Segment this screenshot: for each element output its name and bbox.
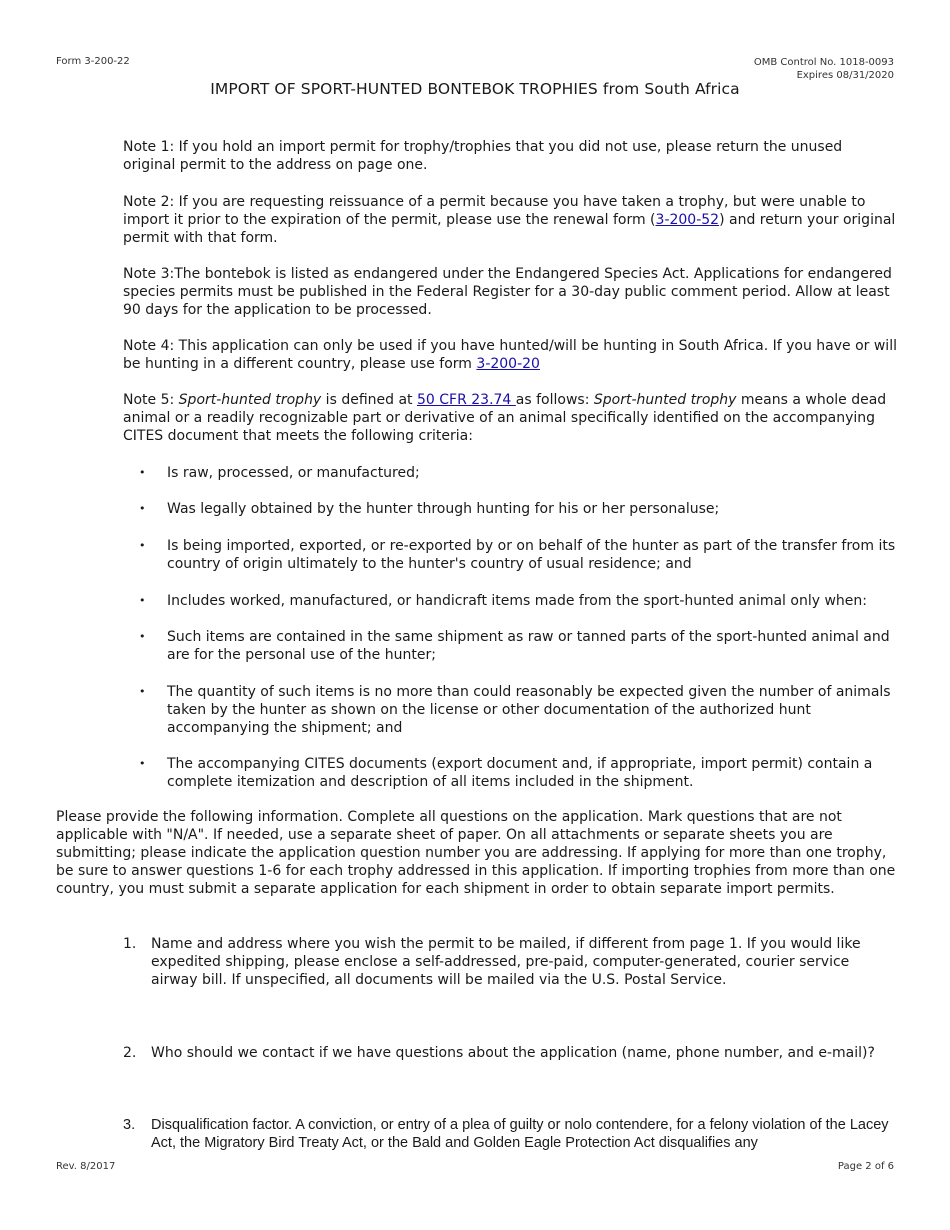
note-4 — [123, 337, 898, 373]
bullet-icon: • — [139, 502, 146, 515]
note-5-term: Sport-hunted trophy — [178, 392, 322, 408]
note-2-text-end: ) and return your original permit with that form. — [123, 212, 896, 246]
omb-block — [754, 56, 894, 82]
question-text: Disqualification factor. A conviction, or entry of a plea of guilty or nolo contendere, for a felony violation of the Lacey Act, the Migratory Bird Treaty Act, or the Bald and Golden Eagle Protection Act disqualifies any — [151, 1117, 889, 1151]
bullet-text: Such items are contained in the same shipment as raw or tanned parts of the sport-hunted animal and are for the personal use of the hunter; — [167, 629, 890, 663]
question-number: 3. — [123, 1117, 136, 1133]
omb-control-number: OMB Control No. 1018-0093 — [753, 57, 894, 68]
bullet-text: Is being imported, exported, or re-exported by or on behalf of the hunter as part of the transfer from its country of origin ultimately to the hunter's country of usual residence; and — [167, 538, 896, 572]
note-2 — [123, 193, 898, 247]
instructions-paragraph: Please provide the following information. Complete all questions on the application. Mark questions that are not applicable with "N/A". If needed, use a separate sheet of paper. On all attachments or separate sheets you are submitting; please indicate the application question number you are addressing. If applying for more than one trophy, be sure to answer questions 1-6 for each trophy addressed in this application. If importing trophies from more than one country, you must submit a separate application for each shipment in order to obtain separate import permits. — [56, 809, 896, 897]
bullet-text: Is raw, processed, or manufactured; — [167, 465, 420, 481]
bullet-text: Includes worked, manufactured, or handicraft items made from the sport-hunted animal only when: — [167, 593, 867, 609]
revision-date: Rev. 8/2017 — [56, 1161, 116, 1172]
note-5-term-2: Sport-hunted trophy — [593, 392, 737, 408]
question-text: Name and address where you wish the permit to be mailed, if different from page 1. If you would like expedited shipping, please enclose a self-addressed, pre-paid, computer-generated, courier service airway bill. If unspecified, all documents will be mailed via the U.S. Postal Service. — [151, 936, 861, 988]
question-number: 2. — [123, 1045, 137, 1061]
expiration-date: Expires 08/31/2020 — [796, 70, 894, 81]
form-number: Form 3-200-22 — [56, 56, 130, 67]
note-5-mid2: as follows: — [515, 392, 594, 408]
note-3: Note 3:The bontebok is listed as endangered under the Endangered Species Act. Applications for endangered species permits must be published in the Federal Register for a 30-day public comment period. Allow at least 90 days for the application to be processed. — [123, 266, 892, 318]
bullet-icon: • — [139, 685, 146, 698]
bullet-text: Was legally obtained by the hunter through hunting for his or her personaluse; — [167, 501, 720, 517]
cfr-link[interactable]: 50 CFR 23.74 — [416, 392, 516, 408]
bullet-text: The quantity of such items is no more than could reasonably be expected given the number of animals taken by the hunter as shown on the license or other documentation of the authorized hunt accompanying the shipment; and — [167, 684, 891, 736]
renewal-form-link[interactable]: 3-200-52 — [655, 212, 720, 228]
question-number: 1. — [123, 936, 137, 952]
page-title: IMPORT OF SPORT-HUNTED BONTEBOK TROPHIES from South Africa — [210, 80, 740, 98]
bullet-icon: • — [139, 594, 146, 607]
bullet-icon: • — [139, 466, 146, 479]
bullet-text: The accompanying CITES documents (export document and, if appropriate, import permit) contain a complete itemization and description of all items included in the shipment. — [167, 756, 873, 790]
page-number: Page 2 of 6 — [837, 1161, 894, 1172]
note-5-mid: is defined at — [321, 392, 417, 408]
note-5-prefix: Note 5: — [123, 392, 179, 408]
form-3-200-20-link[interactable]: 3-200-20 — [476, 356, 540, 372]
note-5 — [123, 391, 898, 445]
bullet-icon: • — [139, 630, 146, 643]
bullet-icon: • — [139, 757, 146, 770]
note-4-text: Note 4: This application can only be used if you have hunted/will be hunting in South Africa. If you have or will be hunting in a different country, please use form — [123, 338, 897, 372]
note-5-definition: means a whole dead animal or a readily recognizable part or derivative of an animal specifically identified on the accompanying CITES document that meets the following criteria: — [123, 392, 887, 444]
note-1: Note 1: If you hold an import permit for trophy/trophies that you did not use, please return the unused original permit to the address on page one. — [123, 139, 843, 173]
note-2-text: Note 2: If you are requesting reissuance of a permit because you have taken a trophy, but were unable to import it prior to the expiration of the permit, please use the renewal form ( — [123, 194, 866, 228]
bullet-icon: • — [139, 539, 146, 552]
question-text: Who should we contact if we have questions about the application (name, phone number, and e-mail)? — [151, 1045, 875, 1061]
